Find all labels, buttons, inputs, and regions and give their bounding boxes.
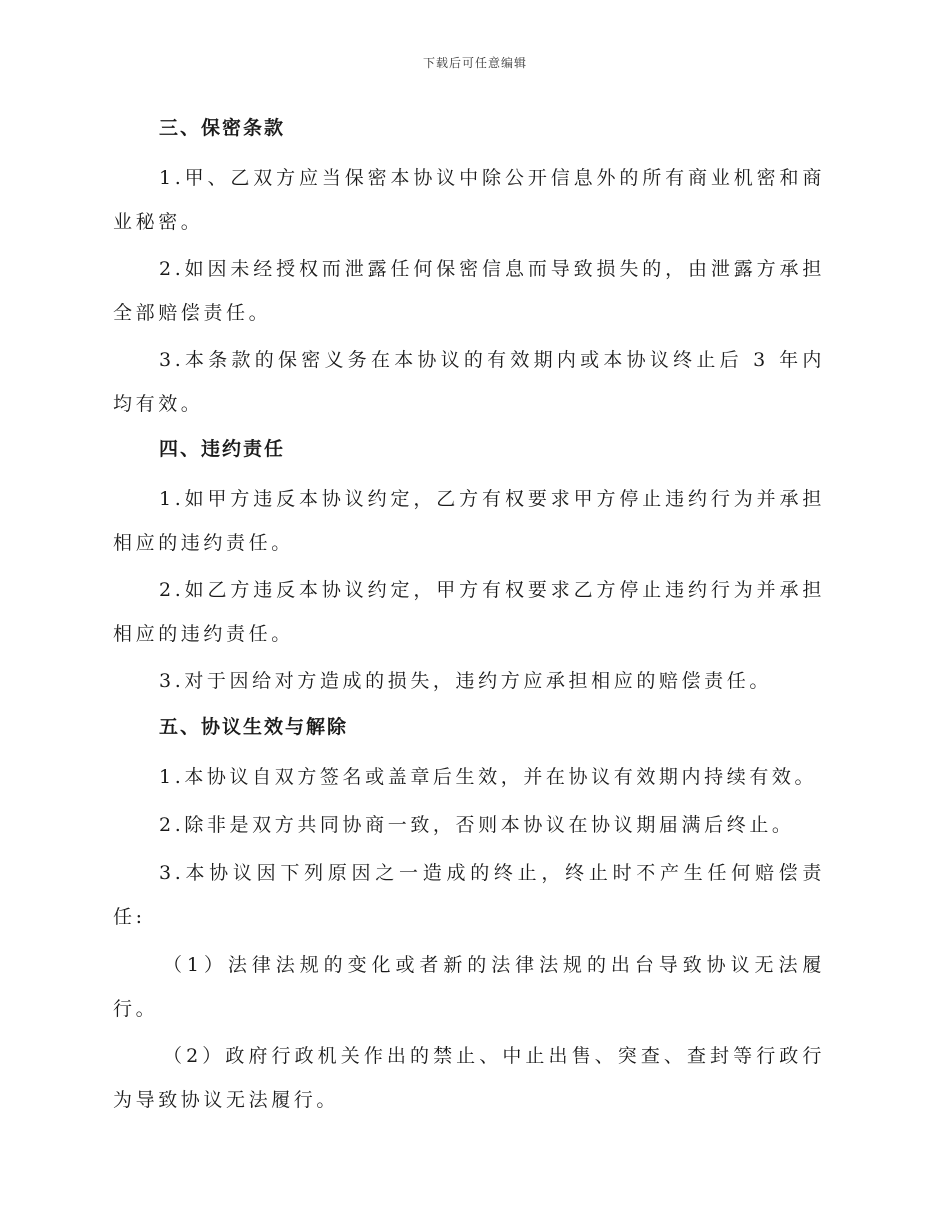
clause-paragraph: 2.如因未经授权而泄露任何保密信息而导致损失的，由泄露方承担全部赔偿责任。 bbox=[113, 258, 825, 324]
termination-reason-item: （2）政府行政机关作出的禁止、中止出售、突查、查封等行政行为导致协议无法履行。 bbox=[113, 1045, 825, 1111]
clause-paragraph: 1.甲、乙双方应当保密本协议中除公开信息外的所有商业机密和商业秘密。 bbox=[113, 167, 825, 233]
clause-paragraph: 1.如甲方违反本协议约定，乙方有权要求甲方停止违约行为并承担相应的违约责任。 bbox=[113, 488, 825, 554]
termination-reason-item: （1）法律法规的变化或者新的法律法规的出台导致协议无法履行。 bbox=[113, 954, 825, 1020]
document-body bbox=[113, 108, 825, 1125]
section-heading-confidentiality: 三、保密条款 bbox=[159, 117, 286, 139]
clause-paragraph: 2.如乙方违反本协议约定，甲方有权要求乙方停止违约行为并承担相应的违约责任。 bbox=[113, 579, 825, 645]
clause-paragraph: 3.本条款的保密义务在本协议的有效期内或本协议终止后 3 年内均有效。 bbox=[113, 349, 825, 415]
clause-paragraph: 1.本协议自双方签名或盖章后生效，并在协议有效期内持续有效。 bbox=[159, 766, 818, 788]
clause-paragraph: 2.除非是双方共同协商一致，否则本协议在协议期届满后终止。 bbox=[159, 814, 795, 836]
page-header: 下载后可任意编辑 bbox=[422, 56, 527, 70]
section-heading-effect-termination: 五、协议生效与解除 bbox=[159, 716, 349, 738]
clause-paragraph: 3.本协议因下列原因之一造成的终止，终止时不产生任何赔偿责任: bbox=[113, 862, 825, 928]
section-heading-liability: 四、违约责任 bbox=[159, 438, 286, 460]
clause-paragraph: 3.对于因给对方造成的损失，违约方应承担相应的赔偿责任。 bbox=[159, 670, 772, 692]
